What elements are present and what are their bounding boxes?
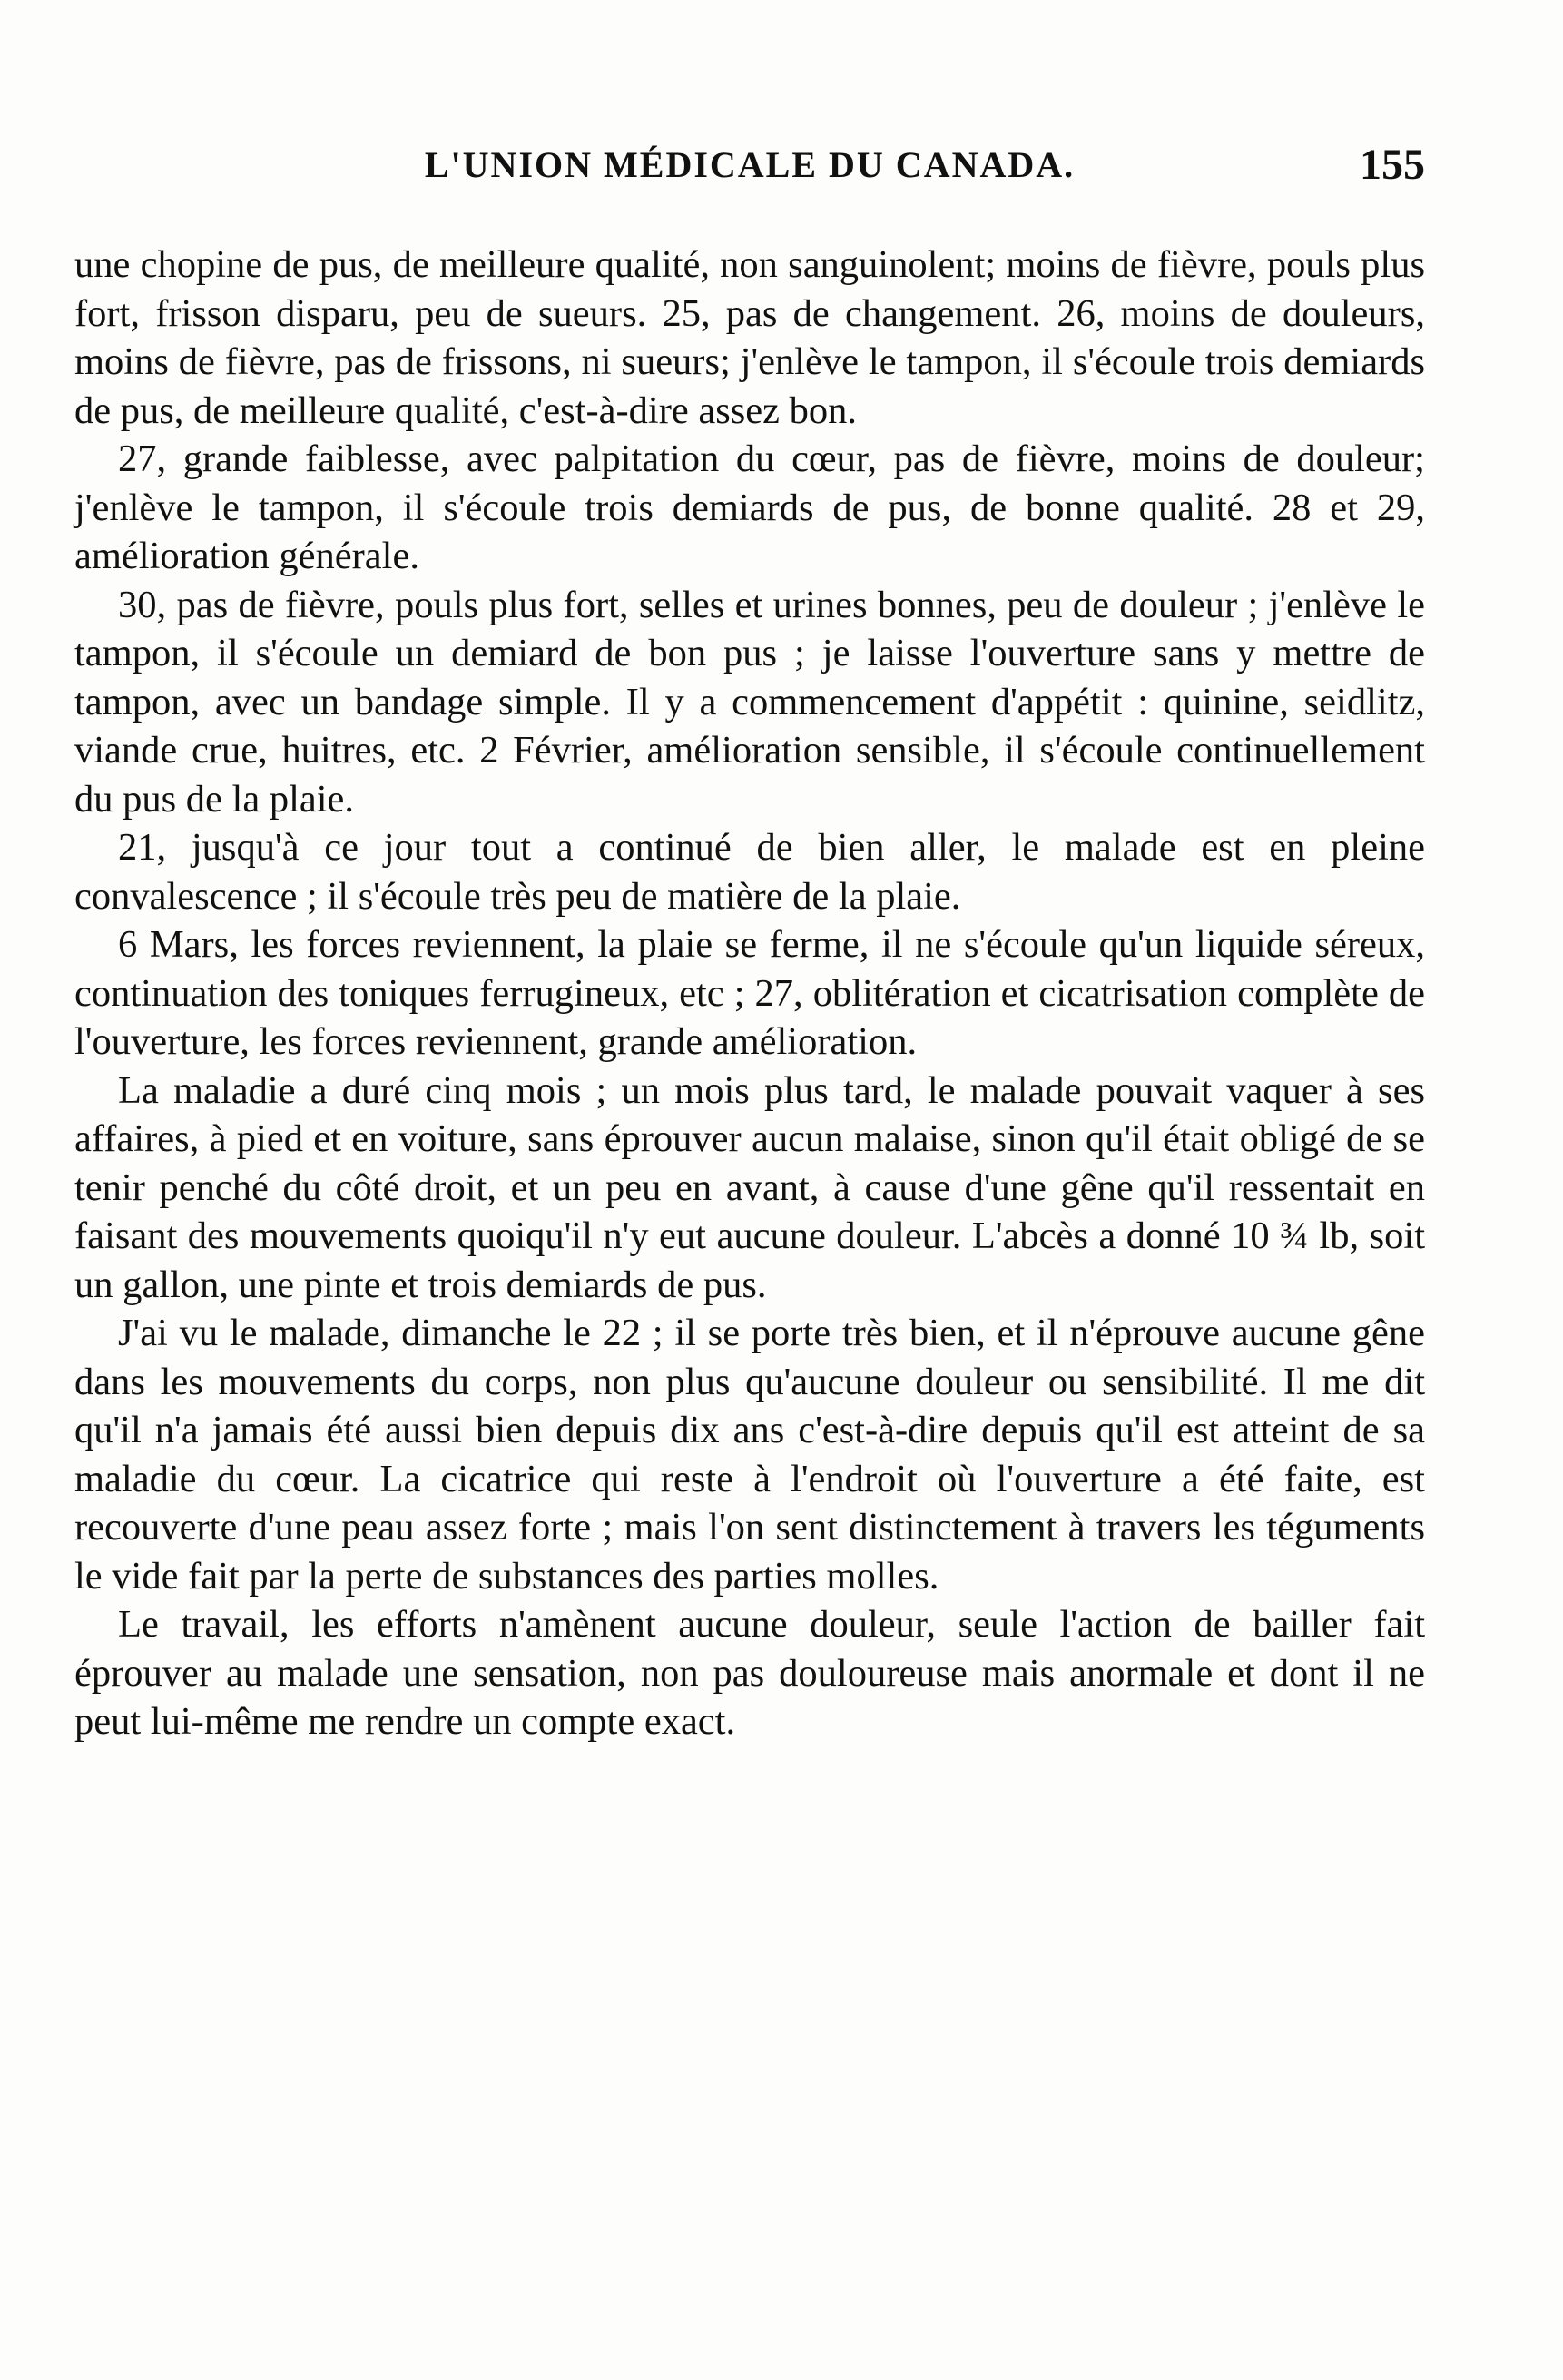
paragraph-4: 21, jusqu'à ce jour tout a continué de bien aller, le malade est en pleine convalescence ; il s'écoule très peu de matière de la plaie.: [74, 826, 1425, 918]
paragraph-3: 30, pas de fièvre, pouls plus fort, selles et urines bonnes, peu de douleur ; j'enlève le tampon, il s'écoule un demiard de bon pus ; je laisse l'ouverture sans y mettre de tampon, avec un bandage simple. Il y a commencement d'appétit : quinine, seidlitz, viande crue, huitres, etc. 2 Février, amélioration sensible, il s'écoule continuellement du pus de la plaie.: [74, 583, 1425, 821]
paragraph-6: La maladie a duré cinq mois ; un mois plus tard, le malade pouvait vaquer à ses affaires, à pied et en voiture, sans éprouver aucun malaise, sinon qu'il était obligé de se tenir penché du côté droit, et un peu en avant, à cause d'une gêne qu'il ressentait en faisant des mouvements quoiqu'il n'y eut aucune douleur. L'abcès a donné 10 ¾ lb, soit un gallon, une pinte et trois demiards de pus.: [74, 1068, 1425, 1306]
page-number: 155: [1360, 141, 1425, 189]
paragraph-1: une chopine de pus, de meilleure qualité, non sanguinolent; moins de fièvre, pouls plus fort, frisson disparu, peu de sueurs. 25, pas de changement. 26, moins de douleurs, moins de fièvre, pas de frissons, ni sueurs; j'enlève le tampon, il s'écoule trois demiards de pus, de meilleure qualité, c'est-à-dire assez bon.: [74, 243, 1425, 432]
running-title: L'UNION MÉDICALE DU CANADA.: [424, 144, 1076, 185]
paragraph-2: 27, grande faiblesse, avec palpitation du cœur, pas de fièvre, moins de douleur; j'enlève le tampon, il s'écoule trois demiards de pus, de bonne qualité. 28 et 29, amélioration générale.: [74, 438, 1425, 577]
page-header: [74, 138, 1425, 192]
body-text: [74, 241, 1425, 1746]
paragraph-7: J'ai vu le malade, dimanche le 22 ; il se porte très bien, et il n'éprouve aucune gêne dans les mouvements du corps, non plus qu'aucune douleur ou sensibilité. Il me dit qu'il n'a jamais été aussi bien depuis dix ans c'est-à-dire depuis qu'il est atteint de sa maladie du cœur. La cicatrice qui reste à l'endroit où l'ouverture a été faite, est recouverte d'une peau assez forte ; mais l'on sent distinctement à travers les téguments le vide fait par la perte de substances des parties molles.: [74, 1312, 1425, 1598]
paragraph-8: Le travail, les efforts n'amènent aucune douleur, seule l'action de bailler fait éprouver au malade une sensation, non pas douloureuse mais anormale et dont il ne peut lui-même me rendre un compte exact.: [74, 1603, 1425, 1743]
paragraph-5: 6 Mars, les forces reviennent, la plaie se ferme, il ne s'écoule qu'un liquide séreux, continuation des toniques ferrugineux, etc ; 27, oblitération et cicatrisation complète de l'ouverture, les forces reviennent, grande amélioration.: [74, 923, 1425, 1063]
